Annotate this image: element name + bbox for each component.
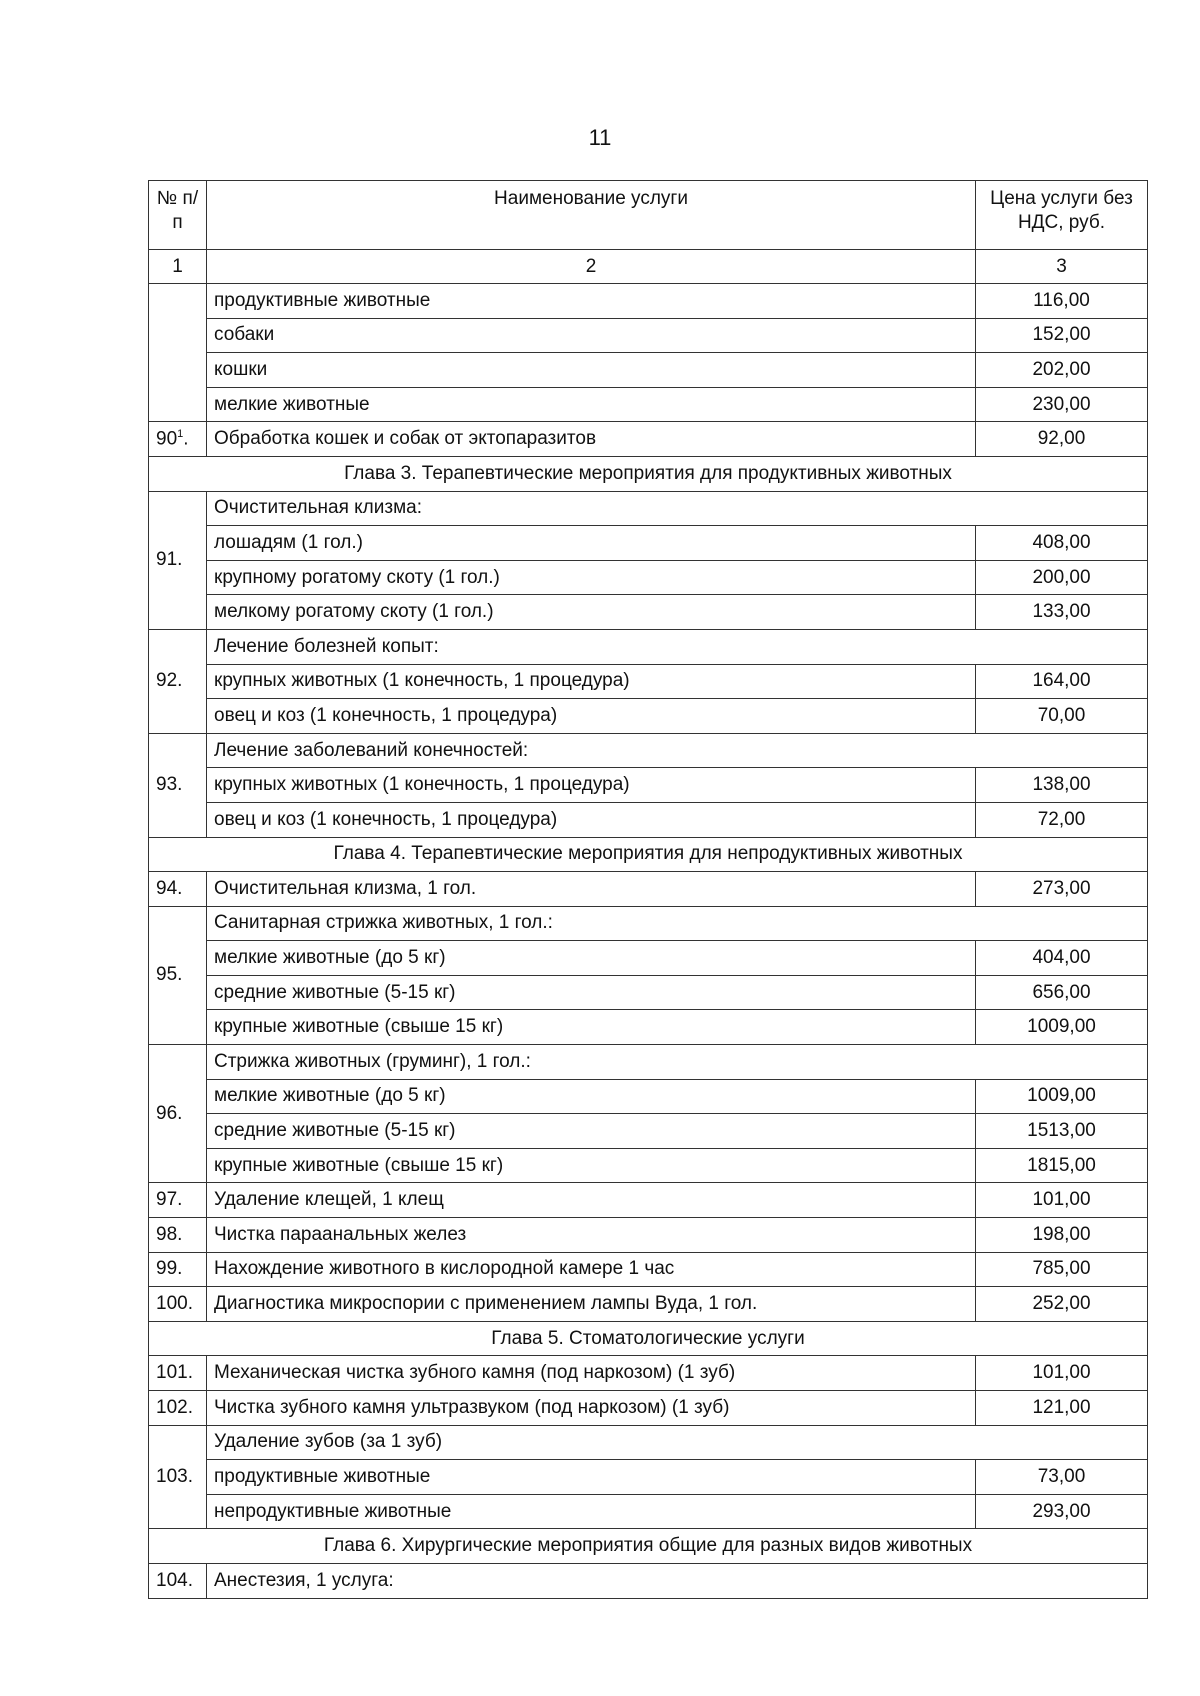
row-number-text: 94.: [156, 877, 183, 899]
table-row: [149, 1460, 1148, 1495]
column-number: 2: [207, 250, 976, 284]
table-row: [149, 1494, 1148, 1529]
row-number: [149, 422, 207, 457]
table-header-row: [149, 181, 1148, 250]
table-row: [149, 560, 1148, 595]
chapter-row: [149, 1529, 1148, 1564]
chapter-row: [149, 1321, 1148, 1356]
service-name: продуктивные животные: [207, 284, 976, 319]
service-name: средние животные (5-15 кг): [207, 1114, 976, 1149]
group-row: [149, 733, 1148, 768]
table-row: [149, 1356, 1148, 1391]
service-name: мелкие животные (до 5 кг): [207, 1079, 976, 1114]
table-row: [149, 526, 1148, 561]
service-price: 72,00: [976, 802, 1148, 837]
row-number: [149, 284, 207, 422]
row-number: 96.: [149, 1045, 207, 1183]
row-number: [149, 1287, 207, 1322]
header-name: Наименование услуги: [207, 181, 976, 250]
group-title: Лечение заболеваний конечностей:: [207, 733, 1148, 768]
group-row: [149, 629, 1148, 664]
chapter-title: Глава 5. Стоматологические услуги: [149, 1321, 1148, 1356]
row-number-text: 101.: [156, 1362, 193, 1384]
column-number-row: [149, 250, 1148, 284]
row-number-suffix: .: [183, 428, 189, 450]
service-name: овец и коз (1 конечность, 1 процедура): [207, 802, 976, 837]
service-price: 293,00: [976, 1494, 1148, 1529]
service-price: 138,00: [976, 768, 1148, 803]
table-row: [149, 422, 1148, 457]
service-name: непродуктивные животные: [207, 1494, 976, 1529]
service-name: собаки: [207, 318, 976, 353]
service-name: Нахождение животного в кислородной камере 1 час: [207, 1252, 976, 1287]
chapter-title: Глава 6. Хирургические мероприятия общие для разных видов животных: [149, 1529, 1148, 1564]
service-price: 202,00: [976, 353, 1148, 388]
service-name: Обработка кошек и собак от эктопаразитов: [207, 422, 976, 457]
table-row: [149, 318, 1148, 353]
row-number: [149, 1356, 207, 1391]
row-number: [149, 1391, 207, 1426]
service-name: средние животные (5-15 кг): [207, 975, 976, 1010]
service-name: Механическая чистка зубного камня (под наркозом) (1 зуб): [207, 1356, 976, 1391]
chapter-title: Глава 4. Терапевтические мероприятия для непродуктивных животных: [149, 837, 1148, 872]
row-number: 93.: [149, 733, 207, 837]
service-name: крупных животных (1 конечность, 1 процедура): [207, 664, 976, 699]
service-name: Очистительная клизма, 1 гол.: [207, 872, 976, 907]
service-price: 152,00: [976, 318, 1148, 353]
header-price: Цена услуги без НДС, руб.: [976, 181, 1148, 250]
service-name: продуктивные животные: [207, 1460, 976, 1495]
service-price: 121,00: [976, 1391, 1148, 1426]
table-row: [149, 1114, 1148, 1149]
row-number-text: 90: [156, 428, 178, 450]
service-name: овец и коз (1 конечность, 1 процедура): [207, 699, 976, 734]
group-row: [149, 491, 1148, 526]
group-title: Стрижка животных (груминг), 1 гол.:: [207, 1045, 1148, 1080]
service-price: 408,00: [976, 526, 1148, 561]
row-number: [149, 1218, 207, 1253]
group-title: Лечение болезней копыт:: [207, 629, 1148, 664]
chapter-row: [149, 456, 1148, 491]
service-price: 1009,00: [976, 1079, 1148, 1114]
table-row: [149, 1183, 1148, 1218]
row-number: 91.: [149, 491, 207, 629]
service-price: 1009,00: [976, 1010, 1148, 1045]
column-number: 3: [976, 250, 1148, 284]
table-row: [149, 1252, 1148, 1287]
table-row: [149, 975, 1148, 1010]
table-row: [149, 1079, 1148, 1114]
table-row: [149, 353, 1148, 388]
price-table: [148, 180, 1148, 1599]
row-number-superscript: 1: [177, 428, 184, 440]
service-price: 70,00: [976, 699, 1148, 734]
table-body: [149, 284, 1148, 1599]
row-number: [149, 1252, 207, 1287]
group-title: Санитарная стрижка животных, 1 гол.:: [207, 906, 1148, 941]
group-row: [149, 1425, 1148, 1460]
service-price: 785,00: [976, 1252, 1148, 1287]
row-number-text: 98.: [156, 1223, 183, 1245]
group-title: Очистительная клизма:: [207, 491, 1148, 526]
row-number: 95.: [149, 906, 207, 1044]
table-row: [149, 872, 1148, 907]
row-number: 104.: [149, 1563, 207, 1598]
table-row: [149, 1287, 1148, 1322]
chapter-title: Глава 3. Терапевтические мероприятия для продуктивных животных: [149, 456, 1148, 491]
service-name: Удаление клещей, 1 клещ: [207, 1183, 976, 1218]
service-price: 101,00: [976, 1356, 1148, 1391]
table-row: [149, 1391, 1148, 1426]
row-number: [149, 872, 207, 907]
service-name: мелкие животные: [207, 387, 976, 422]
chapter-row: [149, 837, 1148, 872]
table-row: [149, 284, 1148, 319]
table-row: [149, 768, 1148, 803]
service-price: 164,00: [976, 664, 1148, 699]
service-price: 198,00: [976, 1218, 1148, 1253]
service-name: крупных животных (1 конечность, 1 процедура): [207, 768, 976, 803]
table-row: [149, 664, 1148, 699]
service-name: кошки: [207, 353, 976, 388]
service-price: 200,00: [976, 560, 1148, 595]
service-name: крупному рогатому скоту (1 гол.): [207, 560, 976, 595]
service-name: крупные животные (свыше 15 кг): [207, 1010, 976, 1045]
service-price: 92,00: [976, 422, 1148, 457]
row-number: 92.: [149, 629, 207, 733]
service-name: Чистка параанальных желез: [207, 1218, 976, 1253]
service-price: 1815,00: [976, 1148, 1148, 1183]
service-price: 101,00: [976, 1183, 1148, 1218]
service-price: 252,00: [976, 1287, 1148, 1322]
service-price: 404,00: [976, 941, 1148, 976]
service-price: 656,00: [976, 975, 1148, 1010]
table-row: [149, 387, 1148, 422]
table-row: [149, 941, 1148, 976]
service-name: лошадям (1 гол.): [207, 526, 976, 561]
row-number-text: 99.: [156, 1258, 183, 1280]
row-number: 103.: [149, 1425, 207, 1529]
row-number: [149, 1183, 207, 1218]
service-name: Диагностика микроспории с применением лампы Вуда, 1 гол.: [207, 1287, 976, 1322]
service-name: Чистка зубного камня ультразвуком (под наркозом) (1 зуб): [207, 1391, 976, 1426]
group-row: [149, 1563, 1148, 1598]
table-row: [149, 802, 1148, 837]
service-name: мелкие животные (до 5 кг): [207, 941, 976, 976]
service-price: 133,00: [976, 595, 1148, 630]
service-price: 73,00: [976, 1460, 1148, 1495]
group-row: [149, 906, 1148, 941]
service-name: крупные животные (свыше 15 кг): [207, 1148, 976, 1183]
group-title: Удаление зубов (за 1 зуб): [207, 1425, 1148, 1460]
service-name: мелкому рогатому скоту (1 гол.): [207, 595, 976, 630]
group-title: Анестезия, 1 услуга:: [207, 1563, 1148, 1598]
page-number: 11: [588, 125, 612, 150]
row-number-text: 97.: [156, 1189, 183, 1211]
service-price: 1513,00: [976, 1114, 1148, 1149]
service-price: 273,00: [976, 872, 1148, 907]
table-row: [149, 1148, 1148, 1183]
service-price: 116,00: [976, 284, 1148, 319]
table-row: [149, 699, 1148, 734]
group-row: [149, 1045, 1148, 1080]
table-row: [149, 1218, 1148, 1253]
column-number: 1: [149, 250, 207, 284]
header-num: № п/п: [149, 181, 207, 250]
table-row: [149, 1010, 1148, 1045]
row-number-text: 102.: [156, 1396, 193, 1418]
table-row: [149, 595, 1148, 630]
row-number-text: 100.: [156, 1293, 193, 1315]
service-price: 230,00: [976, 387, 1148, 422]
